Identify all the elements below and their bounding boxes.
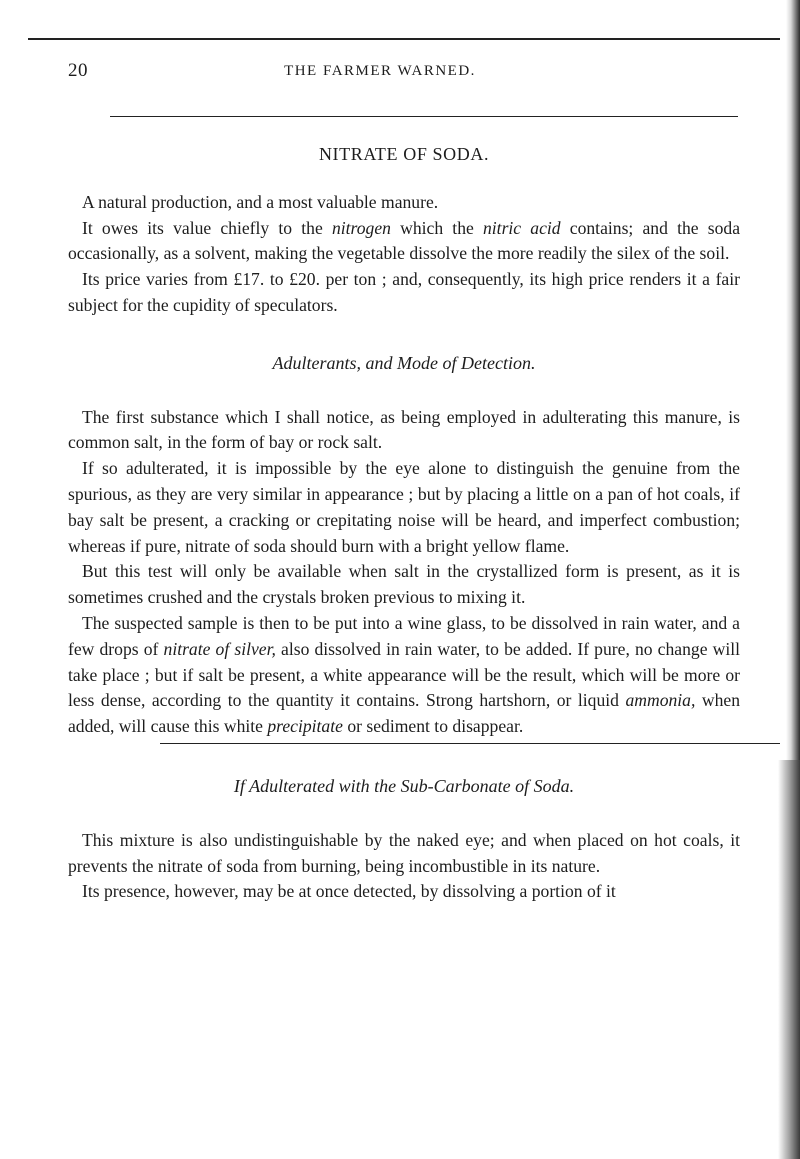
- paragraph-1: A natural production, and a most valuable manure.: [82, 191, 439, 212]
- paragraph-8: This mixture is also undistinguishable by the naked eye; and when placed on hot coals, it prevents the nitrate of soda from burning, being incombustible in its nature.: [68, 829, 740, 876]
- paragraph-6: But this test will only be available when salt in the crystallized form is present, as it is sometimes crushed and the crystals broken previous to mixing it.: [68, 561, 740, 608]
- italic-term: ammonia,: [625, 690, 696, 711]
- italic-term: nitrate of silver,: [163, 638, 276, 659]
- paragraph-5: If so adulterated, it is impossible by the eye alone to distinguish the genuine from the spurious, as they are very similar in appearance ; but by placing a little on a pan of hot coals, if bay salt be present, a cracking or crepitating noise will be heard, and imperfect combustion; whereas if pure, nitrate of soda should burn with a bright yellow flame.: [68, 458, 740, 556]
- top-rule: [28, 38, 780, 40]
- article-title: NITRATE OF SODA.: [318, 144, 490, 164]
- section-heading-adulterants: Adulterants, and Mode of Detection.: [272, 352, 536, 373]
- page-body: [68, 132, 740, 905]
- paragraph-9: Its presence, however, may be at once detected, by dissolving a portion of it: [82, 881, 616, 902]
- running-head: THE FARMER WARNED.: [284, 63, 476, 79]
- section-heading-subcarbonate: If Adulterated with the Sub-Carbonate of Soda.: [233, 775, 575, 796]
- page-edge-shadow-lower: [778, 760, 800, 1159]
- paragraph-4: The first substance which I shall notice, as being employed in adulterating this manure, is common salt, in the form of bay or rock salt.: [68, 406, 740, 453]
- paragraph-7: The suspected sample is then to be put into a wine glass, to be dissolved in rain water, and a few drops of nitrate of silver, also dissolved in rain water, to be added. If pure, no change will take place ; but if salt be present, a white appearance will be the result, which will be more or less dense, according to the quantity it contains. Strong hartshorn, or liquid ammonia, when added, will cause this white precipitate or sediment to disappear.: [68, 612, 740, 737]
- italic-term: nitric acid: [483, 217, 561, 238]
- header-rule: [110, 116, 738, 117]
- italic-term: precipitate: [267, 716, 343, 737]
- paragraph-2: It owes its value chiefly to the nitrogen which the nitric acid contains; and the soda occasionally, as a solvent, making the vegetable dissolve the more readily the silex of the soil.: [68, 217, 741, 264]
- italic-term: nitrogen: [331, 217, 391, 238]
- bottom-rule: [160, 743, 780, 744]
- paragraph-3: Its price varies from £17. to £20. per ton ; and, consequently, its high price renders it a fair subject for the cupidity of speculators.: [68, 269, 740, 315]
- page-number: 20: [68, 60, 88, 81]
